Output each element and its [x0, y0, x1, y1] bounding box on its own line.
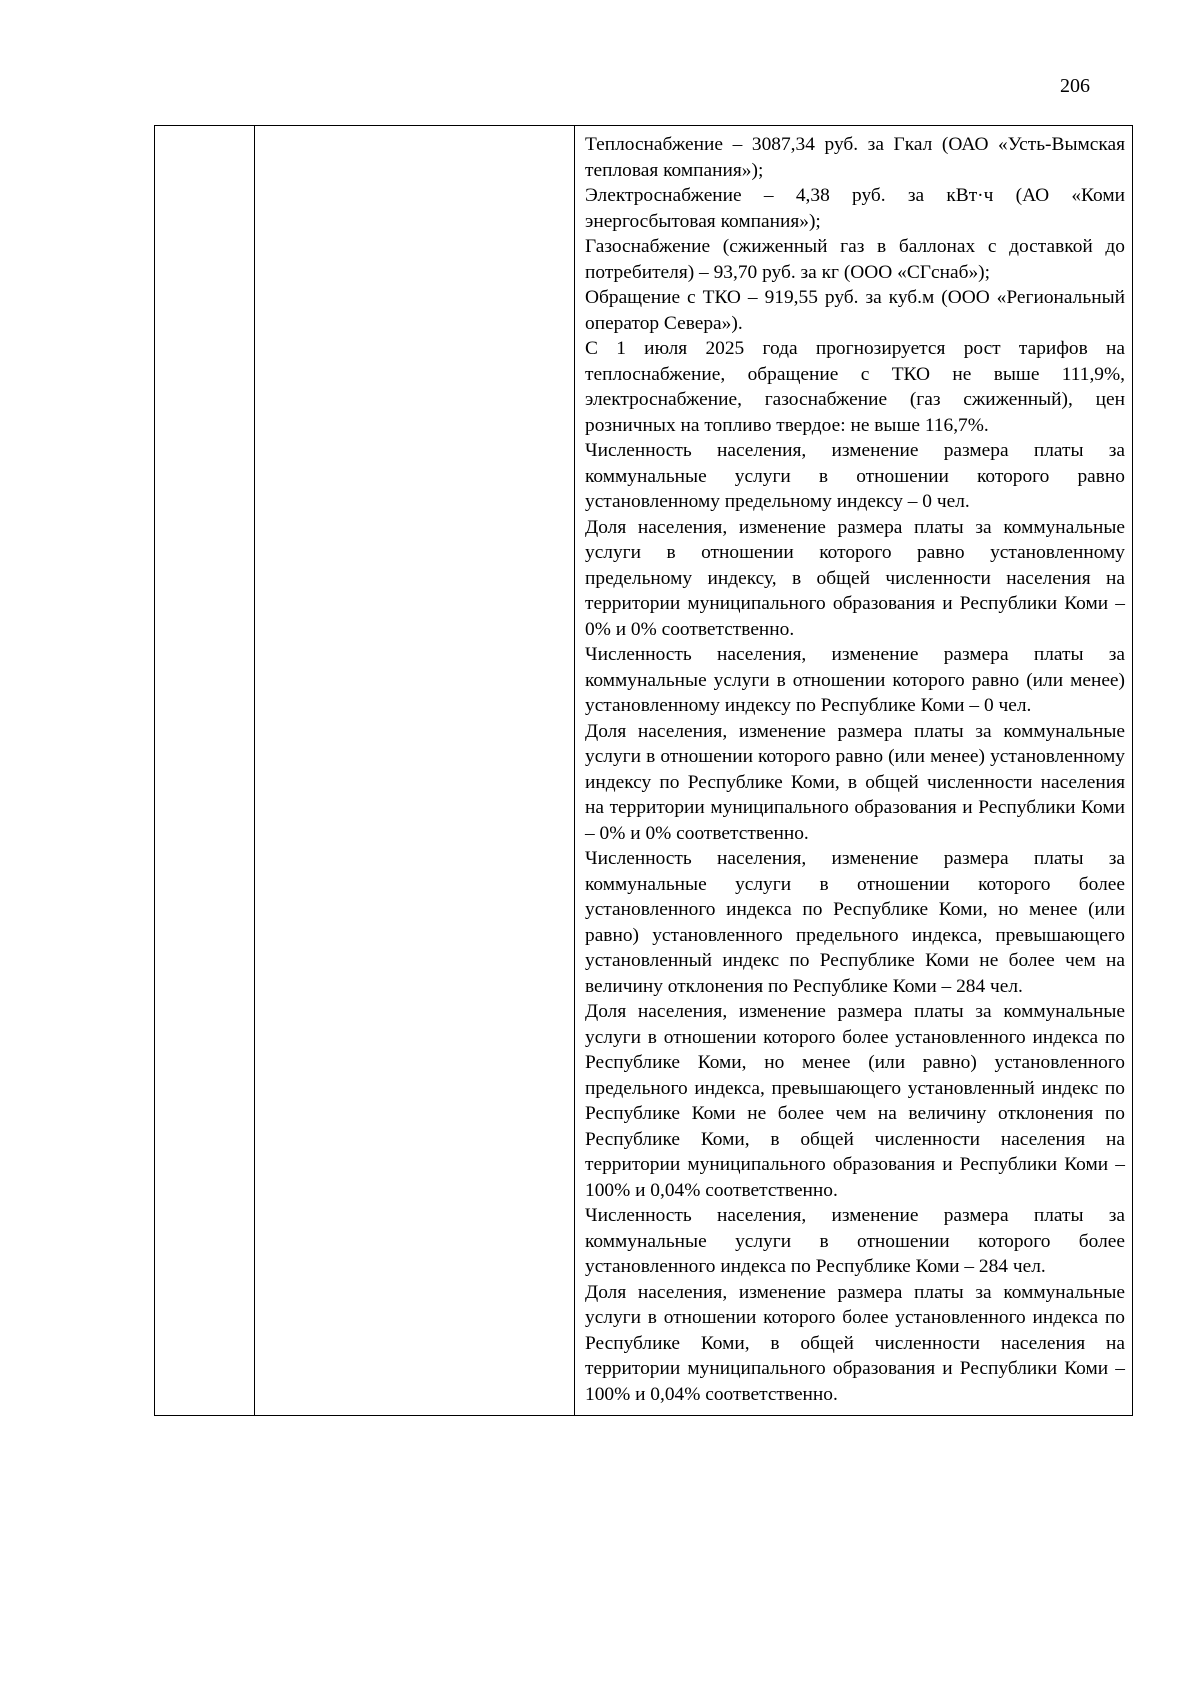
paragraph-population-within-deviation: Численность населения, изменение размера платы за коммунальные услуги в отношении которого более установленного индекса по Республике Коми, но менее (или равно) установленного предельного индекса, превышающего установленный индекс по Республике Коми не более чем на величину отклонения по Республике Коми – 284 чел. [585, 848, 1125, 997]
paragraph-heat-supply-tariff: Теплоснабжение – 3087,34 руб. за Гкал (ОАО «Усть-Вымская тепловая компания»); [585, 134, 1125, 181]
paragraph-waste-tariff: Обращение с ТКО – 919,55 руб. за куб.м (ООО «Региональный оператор Севера»). [585, 287, 1125, 334]
paragraph-population-above-index: Численность населения, изменение размера платы за коммунальные услуги в отношении которого более установленного индекса по Республике Коми – 284 чел. [585, 1205, 1125, 1277]
paragraph-electricity-tariff: Электроснабжение – 4,38 руб. за кВт·ч (АО «Коми энергосбытовая компания»); [585, 185, 1125, 232]
table-cell-empty-2 [255, 126, 575, 1416]
paragraph-share-below-index: Доля населения, изменение размера платы за коммунальные услуги в отношении которого равно (или менее) установленному индексу по Республике Коми, в общей численности населения на территории муниципального образования и Республики Коми – 0% и 0% соответственно. [585, 720, 1125, 844]
table-row [155, 126, 1133, 1416]
paragraph-gas-tariff: Газоснабжение (сжиженный газ в баллонах с доставкой до потребителя) – 93,70 руб. за кг (ООО «СГснаб»); [585, 236, 1125, 283]
paragraph-share-within-deviation: Доля населения, изменение размера платы за коммунальные услуги в отношении которого более установленного индекса по Республике Коми, но менее (или равно) установленного предельного индекса, превышающего установленный индекс по Республике Коми не более чем на величину отклонения по Республике Коми, в общей численности населения на территории муниципального образования и Республики Коми – 100% и 0,04% соответственно. [585, 1001, 1125, 1201]
page-number: 206 [1060, 75, 1090, 97]
paragraph-share-limit-index: Доля населения, изменение размера платы за коммунальные услуги в отношении которого равно установленному предельному индексу, в общей численности населения на территории муниципального образования и Республики Коми – 0% и 0% соответственно. [585, 516, 1125, 640]
paragraph-share-above-index: Доля населения, изменение размера платы за коммунальные услуги в отношении которого более установленного индекса по Республике Коми, в общей численности населения на территории муниципального образования и Республики Коми – 100% и 0,04% соответственно. [585, 1281, 1125, 1405]
paragraph-population-below-index: Численность населения, изменение размера платы за коммунальные услуги в отношении которого равно (или менее) установленному индексу по Республике Коми – 0 чел. [585, 644, 1125, 716]
table-cell-text [575, 126, 1133, 1416]
paragraph-population-limit-index: Численность населения, изменение размера платы за коммунальные услуги в отношении которого равно установленному предельному индексу – 0 чел. [585, 440, 1125, 512]
paragraph-tariff-forecast: С 1 июля 2025 года прогнозируется рост тарифов на теплоснабжение, обращение с ТКО не выше 111,9%, электроснабжение, газоснабжение (газ сжиженный), цен розничных на топливо твердое: не выше 116,7%. [585, 338, 1125, 436]
document-table [154, 125, 1133, 1416]
table-cell-empty-1 [155, 126, 255, 1416]
